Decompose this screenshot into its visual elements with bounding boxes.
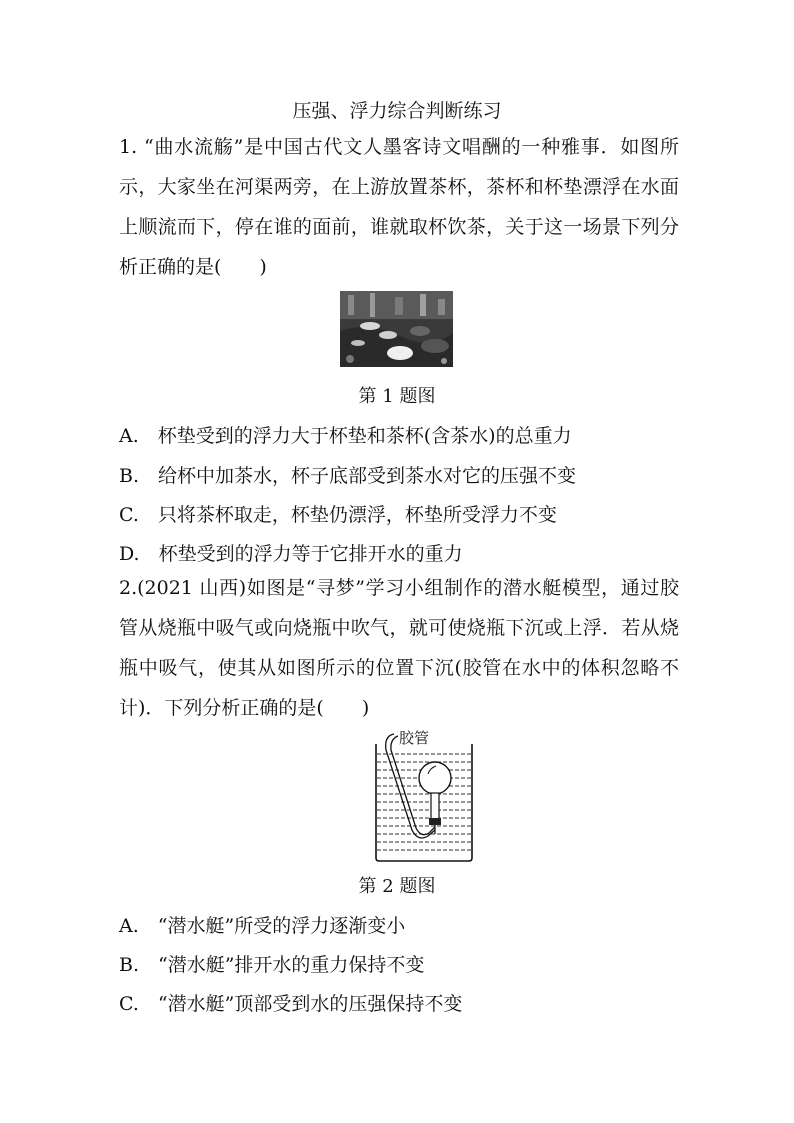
question-1-option-d: D. 杯垫受到的浮力等于它排开水的重力: [119, 543, 463, 565]
question-2-option-a: A. “潜水艇”所受的浮力逐渐变小: [119, 915, 406, 937]
tube-label: 胶管: [399, 729, 430, 747]
question-1-option-a: A. 杯垫受到的浮力大于杯垫和茶杯(含茶水)的总重力: [119, 425, 572, 447]
question-1-photo: [340, 291, 453, 367]
question-1-option-c: C. 只将茶杯取走，杯垫仍漂浮，杯垫所受浮力不变: [119, 504, 557, 526]
submarine-model-diagram: [372, 730, 476, 862]
page-title: 压强、浮力综合判断练习: [292, 100, 502, 122]
question-2-option-c: C. “潜水艇”顶部受到水的压强保持不变: [119, 993, 463, 1015]
question-2-stem: 2.(2021 山西)如图是“寻梦”学习小组制作的潜水艇模型，通过胶管从烧瓶中吸气或向烧瓶中吹气，就可使烧瓶下沉或上浮．若从烧瓶中吸气，使其从如图所示的位置下沉(胶管在水中的体积忽略不计)．下列分析正确的是( ): [119, 577, 679, 719]
question-2-option-b: B. “潜水艇”排开水的重力保持不变: [119, 954, 425, 976]
question-1-stem: 1. “曲水流觞”是中国古代文人墨客诗文唱酬的一种雅事．如图所示，大家坐在河渠两旁，在上游放置茶杯，茶杯和杯垫漂浮在水面上顺流而下，停在谁的面前，谁就取杯饮茶，关于这一场景下列分析正确的是( ): [119, 136, 679, 278]
question-1-caption: 第 1 题图: [358, 386, 436, 407]
question-1-option-b: B. 给杯中加茶水，杯子底部受到茶水对它的压强不变: [119, 465, 577, 487]
question-2-caption: 第 2 题图: [358, 876, 436, 897]
